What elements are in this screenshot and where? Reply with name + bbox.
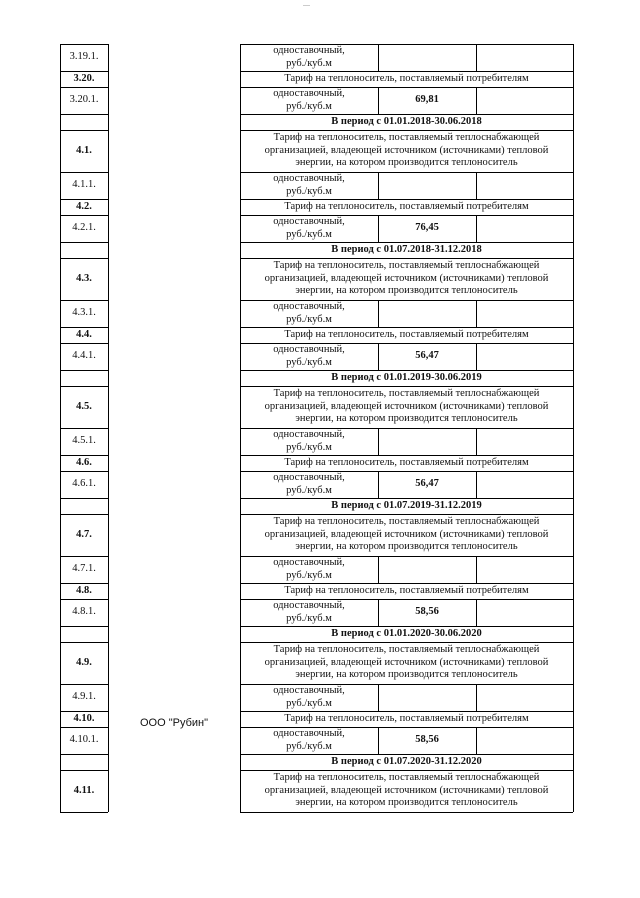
unit-label-line-1: одноставочный, <box>273 557 345 568</box>
empty-cell <box>476 300 573 327</box>
empty-cell <box>476 343 573 370</box>
tariff-value <box>378 300 476 327</box>
period-heading: В период с 01.01.2018-30.06.2018 <box>331 115 482 127</box>
unit-label <box>240 556 378 583</box>
row-number: 4.3.1. <box>72 307 96 319</box>
tariff-heading-long-line-2: организацией, владеющей источником (источниками) тепловой <box>264 400 549 412</box>
table-rule <box>476 684 477 711</box>
tariff-heading-long-line-3: энергии, на котором производится теплоноситель <box>295 285 518 297</box>
empty-cell <box>476 44 573 71</box>
table-rule <box>476 428 477 455</box>
tariff-heading-long-line-1: Тариф на теплоноситель, поставляемый теплоснабжающей <box>273 644 540 656</box>
unit-label-line-2: руб./куб.м <box>286 697 332 709</box>
company-name: ООО "Рубин" <box>139 716 208 729</box>
table-rule <box>378 172 379 199</box>
table-rule <box>60 44 61 812</box>
period-heading: В период с 01.07.2020-31.12.2020 <box>331 755 482 767</box>
table-rule <box>476 172 477 199</box>
row-number <box>60 626 108 642</box>
unit-label <box>240 428 378 455</box>
period-heading: В период с 01.01.2019-30.06.2019 <box>331 371 482 383</box>
table-rule <box>476 300 477 327</box>
row-number: 4.8.1. <box>72 606 96 618</box>
row-number: 4.6.1. <box>72 478 96 490</box>
empty-cell <box>476 556 573 583</box>
unit-label-line-2: руб./куб.м <box>286 612 332 624</box>
unit-label-line-1: одноставочный, <box>273 728 345 739</box>
unit-label-line-1: одноставочный, <box>273 301 345 312</box>
tariff-heading: Тариф на теплоноситель, поставляемый потребителям <box>284 712 529 724</box>
empty-cell <box>476 727 573 754</box>
row-number <box>60 754 108 770</box>
row-number: 4.2. <box>76 200 92 212</box>
table-rule <box>378 684 379 711</box>
table-rule <box>108 44 109 812</box>
row-number: 3.19.1. <box>69 51 99 63</box>
row-number: 4.5. <box>76 400 92 412</box>
row-number: 3.20.1. <box>69 94 99 106</box>
period-heading: В период с 01.01.2020-30.06.2020 <box>331 627 482 639</box>
tariff-value <box>378 428 476 455</box>
tariff-heading-long-line-1: Тариф на теплоноситель, поставляемый теплоснабжающей <box>273 772 540 784</box>
empty-cell <box>476 428 573 455</box>
unit-label-line-1: одноставочный, <box>273 45 345 56</box>
empty-cell <box>476 172 573 199</box>
tariff-heading: Тариф на теплоноситель, поставляемый потребителям <box>284 328 529 340</box>
unit-label-line-2: руб./куб.м <box>286 57 332 69</box>
table-rule <box>476 556 477 583</box>
unit-label-line-1: одноставочный, <box>273 173 345 184</box>
row-number: 4.5.1. <box>72 435 96 447</box>
tariff-value: 56,47 <box>415 350 439 362</box>
unit-label-line-1: одноставочный, <box>273 600 345 611</box>
table-rule <box>378 428 379 455</box>
row-number: 4.1.1. <box>72 179 96 191</box>
table-rule <box>476 343 477 370</box>
tariff-value: 69,81 <box>415 94 439 106</box>
tariff-heading: Тариф на теплоноситель, поставляемый потребителям <box>284 456 529 468</box>
tariff-heading-long <box>240 642 573 684</box>
empty-cell <box>476 471 573 498</box>
row-number <box>60 242 108 258</box>
empty-cell <box>476 599 573 626</box>
table-rule <box>378 727 379 754</box>
unit-label <box>240 727 378 754</box>
tariff-heading-long <box>240 514 573 556</box>
table-rule <box>378 556 379 583</box>
tariff-heading-long-line-3: энергии, на котором производится теплоноситель <box>295 669 518 681</box>
tariff-value <box>378 684 476 711</box>
row-number: 4.10.1. <box>69 734 99 746</box>
table-rule <box>476 215 477 242</box>
tariff-value: 58,56 <box>415 734 439 746</box>
period-heading: В период с 01.07.2019-31.12.2019 <box>331 499 482 511</box>
unit-label-line-2: руб./куб.м <box>286 185 332 197</box>
unit-label-line-2: руб./куб.м <box>286 313 332 325</box>
unit-label <box>240 599 378 626</box>
unit-label <box>240 684 378 711</box>
table-rule <box>378 215 379 242</box>
unit-label-line-2: руб./куб.м <box>286 228 332 240</box>
tariff-heading-long-line-3: энергии, на котором производится теплоноситель <box>295 797 518 809</box>
table-rule <box>240 812 573 813</box>
row-number: 4.1. <box>76 144 92 156</box>
unit-label-line-1: одноставочный, <box>273 685 345 696</box>
table-rule <box>476 87 477 114</box>
unit-label <box>240 343 378 370</box>
tariff-heading-long <box>240 258 573 300</box>
row-number: 4.3. <box>76 272 92 284</box>
unit-label <box>240 44 378 71</box>
tariff-heading-long <box>240 770 573 812</box>
row-number: 3.20. <box>73 72 95 84</box>
row-number: 4.9. <box>76 656 92 668</box>
tariff-heading-long-line-2: организацией, владеющей источником (источниками) тепловой <box>264 144 549 156</box>
table-rule <box>378 599 379 626</box>
table-rule <box>573 44 574 812</box>
tariff-value: 76,45 <box>415 222 439 234</box>
table-rule <box>476 471 477 498</box>
unit-label-line-1: одноставочный, <box>273 429 345 440</box>
table-rule <box>378 44 379 71</box>
row-number: 4.9.1. <box>72 691 96 703</box>
unit-label <box>240 471 378 498</box>
row-number: 4.4.1. <box>72 350 96 362</box>
tariff-heading-long-line-1: Тариф на теплоноситель, поставляемый теплоснабжающей <box>273 260 540 272</box>
tariff-value: 58,56 <box>415 606 439 618</box>
unit-label-line-1: одноставочный, <box>273 216 345 227</box>
table-rule <box>476 727 477 754</box>
table-rule <box>378 343 379 370</box>
tariff-heading-long-line-1: Тариф на теплоноситель, поставляемый теплоснабжающей <box>273 388 540 400</box>
table-rule <box>476 599 477 626</box>
tariff-value <box>378 172 476 199</box>
unit-label-line-2: руб./куб.м <box>286 441 332 453</box>
tariff-value: 56,47 <box>415 478 439 490</box>
tariff-heading: Тариф на теплоноситель, поставляемый потребителям <box>284 584 529 596</box>
unit-label-line-2: руб./куб.м <box>286 740 332 752</box>
tariff-value <box>378 44 476 71</box>
tariff-heading-long <box>240 130 573 172</box>
tariff-heading-long-line-3: энергии, на котором производится теплоноситель <box>295 413 518 425</box>
unit-label <box>240 215 378 242</box>
row-number: 4.4. <box>76 328 92 340</box>
tariff-heading-long-line-3: энергии, на котором производится теплоноситель <box>295 541 518 553</box>
row-number: 4.2.1. <box>72 222 96 234</box>
period-heading: В период с 01.07.2018-31.12.2018 <box>331 243 482 255</box>
row-number: 4.11. <box>73 784 95 796</box>
table-rule <box>378 87 379 114</box>
unit-label-line-1: одноставочный, <box>273 344 345 355</box>
tariff-heading-long <box>240 386 573 428</box>
unit-label <box>240 87 378 114</box>
table-rule <box>378 471 379 498</box>
unit-label-line-1: одноставочный, <box>273 472 345 483</box>
unit-label <box>240 300 378 327</box>
unit-label-line-2: руб./куб.м <box>286 356 332 368</box>
table-rule <box>240 44 241 812</box>
unit-label-line-2: руб./куб.м <box>286 484 332 496</box>
row-number <box>60 114 108 130</box>
table-rule <box>378 300 379 327</box>
unit-label-line-2: руб./куб.м <box>286 100 332 112</box>
tariff-heading-long-line-2: организацией, владеющей источником (источниками) тепловой <box>264 784 549 796</box>
tariff-heading-long-line-2: организацией, владеющей источником (источниками) тепловой <box>264 656 549 668</box>
table-rule <box>60 812 108 813</box>
row-number: 4.8. <box>76 584 92 596</box>
tariff-heading-long-line-3: энергии, на котором производится теплоноситель <box>295 157 518 169</box>
row-number: 4.7. <box>76 528 92 540</box>
table-rule <box>476 44 477 71</box>
empty-cell <box>476 87 573 114</box>
tariff-heading: Тариф на теплоноситель, поставляемый потребителям <box>284 72 529 84</box>
page-mark: — <box>303 2 310 9</box>
row-number: 4.10. <box>73 712 95 724</box>
unit-label <box>240 172 378 199</box>
unit-label-line-1: одноставочный, <box>273 88 345 99</box>
row-number <box>60 370 108 386</box>
tariff-heading-long-line-1: Тариф на теплоноситель, поставляемый теплоснабжающей <box>273 132 540 144</box>
empty-cell <box>476 215 573 242</box>
tariff-heading: Тариф на теплоноситель, поставляемый потребителям <box>284 200 529 212</box>
row-number: 4.6. <box>76 456 92 468</box>
tariff-heading-long-line-2: организацией, владеющей источником (источниками) тепловой <box>264 528 549 540</box>
empty-cell <box>476 684 573 711</box>
row-number: 4.7.1. <box>72 563 96 575</box>
tariff-heading-long-line-2: организацией, владеющей источником (источниками) тепловой <box>264 272 549 284</box>
tariff-value <box>378 556 476 583</box>
tariff-heading-long-line-1: Тариф на теплоноситель, поставляемый теплоснабжающей <box>273 516 540 528</box>
unit-label-line-2: руб./куб.м <box>286 569 332 581</box>
row-number <box>60 498 108 514</box>
